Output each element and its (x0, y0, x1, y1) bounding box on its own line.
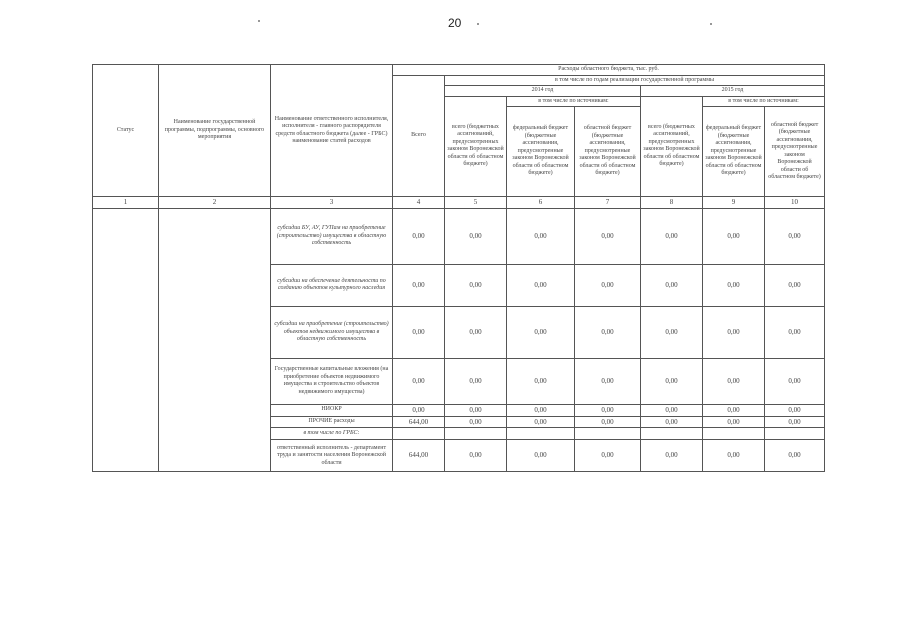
value-cell: 0,00 (393, 208, 445, 264)
federal-2015-header: федеральный бюджет (бюджетные ассигнования, предусмотренные законом Воронежской области об областном бюджете) (703, 107, 765, 197)
value-cell: 0,00 (641, 264, 703, 306)
by-years-header: в том числе по годам реализации государственной программы (445, 75, 825, 86)
value-cell (445, 428, 507, 440)
value-cell: 0,00 (641, 416, 703, 428)
value-cell: 0,00 (703, 440, 765, 472)
value-cell: 0,00 (393, 404, 445, 416)
value-cell: 0,00 (575, 404, 641, 416)
total-2014-header: всего (бюджетных ассигнований, предусмотренных законом Воронежской области об областном бюджете) (445, 96, 507, 197)
column-number: 7 (575, 197, 641, 209)
budget-expenses-header: Расходы областного бюджета, тыс. руб. (393, 65, 825, 76)
value-cell: 0,00 (445, 264, 507, 306)
value-cell (393, 428, 445, 440)
value-cell: 0,00 (575, 358, 641, 404)
value-cell: 644,00 (393, 416, 445, 428)
value-cell (765, 428, 825, 440)
regional-2014-header: областной бюджет (бюджетные ассигнования, предусмотренные законом Воронежской области об областном бюджете) (575, 107, 641, 197)
value-cell: 0,00 (575, 306, 641, 358)
value-cell: 0,00 (507, 416, 575, 428)
row-label: субсидии БУ, АУ, ГУПам на приобретение (строительство) имущества в областную собственность (271, 208, 393, 264)
column-number: 1 (93, 197, 159, 209)
value-cell: 0,00 (575, 208, 641, 264)
column-number: 8 (641, 197, 703, 209)
value-cell: 0,00 (765, 404, 825, 416)
program-cell (159, 208, 271, 472)
value-cell: 0,00 (507, 404, 575, 416)
total-header: Всего (393, 75, 445, 197)
scan-speck (258, 20, 260, 22)
column-number: 4 (393, 197, 445, 209)
value-cell: 0,00 (507, 264, 575, 306)
value-cell: 644,00 (393, 440, 445, 472)
year-2015-header: 2015 год (641, 86, 825, 97)
value-cell: 0,00 (445, 440, 507, 472)
value-cell (507, 428, 575, 440)
value-cell: 0,00 (641, 208, 703, 264)
value-cell: 0,00 (641, 404, 703, 416)
value-cell: 0,00 (703, 404, 765, 416)
column-number: 10 (765, 197, 825, 209)
status-header: Статус (93, 65, 159, 197)
value-cell: 0,00 (641, 306, 703, 358)
scan-speck (477, 23, 479, 25)
value-cell: 0,00 (507, 358, 575, 404)
page-number: 20 (448, 16, 462, 30)
value-cell: 0,00 (765, 208, 825, 264)
value-cell: 0,00 (575, 440, 641, 472)
value-cell: 0,00 (393, 264, 445, 306)
value-cell: 0,00 (765, 264, 825, 306)
column-numbers-row (93, 197, 825, 209)
scan-speck (710, 23, 712, 25)
row-label: субсидии на обеспечение деятельности по созданию объектов культурного наследия (271, 264, 393, 306)
value-cell: 0,00 (507, 306, 575, 358)
value-cell: 0,00 (703, 416, 765, 428)
total-2015-header: всего (бюджетных ассигнований, предусмотренных законом Воронежской области об областном бюджете) (641, 96, 703, 197)
value-cell: 0,00 (393, 306, 445, 358)
executor-header: Наименование ответственного исполнителя, исполнителя - главного распорядителя средств областного бюджета (далее - ГРБС) наименование статей расходов (271, 65, 393, 197)
row-label: субсидии на приобретение (строительство) объектов недвижимого имущества в областную собственность (271, 306, 393, 358)
budget-table (92, 64, 825, 472)
value-cell: 0,00 (393, 358, 445, 404)
sources-2014-header: в том числе по источникам: (507, 96, 641, 107)
value-cell: 0,00 (641, 440, 703, 472)
row-label: в том числе по ГРБС: (271, 428, 393, 440)
value-cell: 0,00 (575, 264, 641, 306)
column-number: 2 (159, 197, 271, 209)
value-cell: 0,00 (703, 208, 765, 264)
value-cell: 0,00 (765, 358, 825, 404)
regional-2015-header: областной бюджет (бюджетные ассигнования, предусмотренные законом Воронежской области об областном бюджете) (765, 107, 825, 197)
value-cell: 0,00 (703, 358, 765, 404)
table-row (93, 208, 825, 264)
federal-2014-header: федеральный бюджет (бюджетные ассигнования, предусмотренные законом Воронежской области об областном бюджете) (507, 107, 575, 197)
row-label: ПРОЧИЕ расходы (271, 416, 393, 428)
value-cell: 0,00 (445, 404, 507, 416)
value-cell (575, 428, 641, 440)
column-number: 6 (507, 197, 575, 209)
program-name-header: Наименование государственной программы, подпрограммы, основного мероприятия (159, 65, 271, 197)
column-number: 3 (271, 197, 393, 209)
row-label: Государственные капитальные вложения (на приобретение объектов недвижимого имущества и строительство объектов недвижимого имущества) (271, 358, 393, 404)
value-cell: 0,00 (575, 416, 641, 428)
value-cell: 0,00 (641, 358, 703, 404)
value-cell: 0,00 (765, 440, 825, 472)
value-cell: 0,00 (703, 306, 765, 358)
column-number: 9 (703, 197, 765, 209)
value-cell: 0,00 (507, 440, 575, 472)
value-cell: 0,00 (445, 358, 507, 404)
row-label: ответственный исполнитель - департамент труда и занятости населения Воронежской области (271, 440, 393, 472)
value-cell: 0,00 (445, 416, 507, 428)
column-number: 5 (445, 197, 507, 209)
header-row (93, 65, 825, 76)
value-cell: 0,00 (765, 306, 825, 358)
value-cell (641, 428, 703, 440)
value-cell: 0,00 (703, 264, 765, 306)
value-cell: 0,00 (445, 208, 507, 264)
year-2014-header: 2014 год (445, 86, 641, 97)
value-cell: 0,00 (765, 416, 825, 428)
row-label: НИОКР (271, 404, 393, 416)
sources-2015-header: в том числе по источникам: (703, 96, 825, 107)
value-cell: 0,00 (507, 208, 575, 264)
value-cell: 0,00 (445, 306, 507, 358)
status-cell (93, 208, 159, 472)
value-cell (703, 428, 765, 440)
